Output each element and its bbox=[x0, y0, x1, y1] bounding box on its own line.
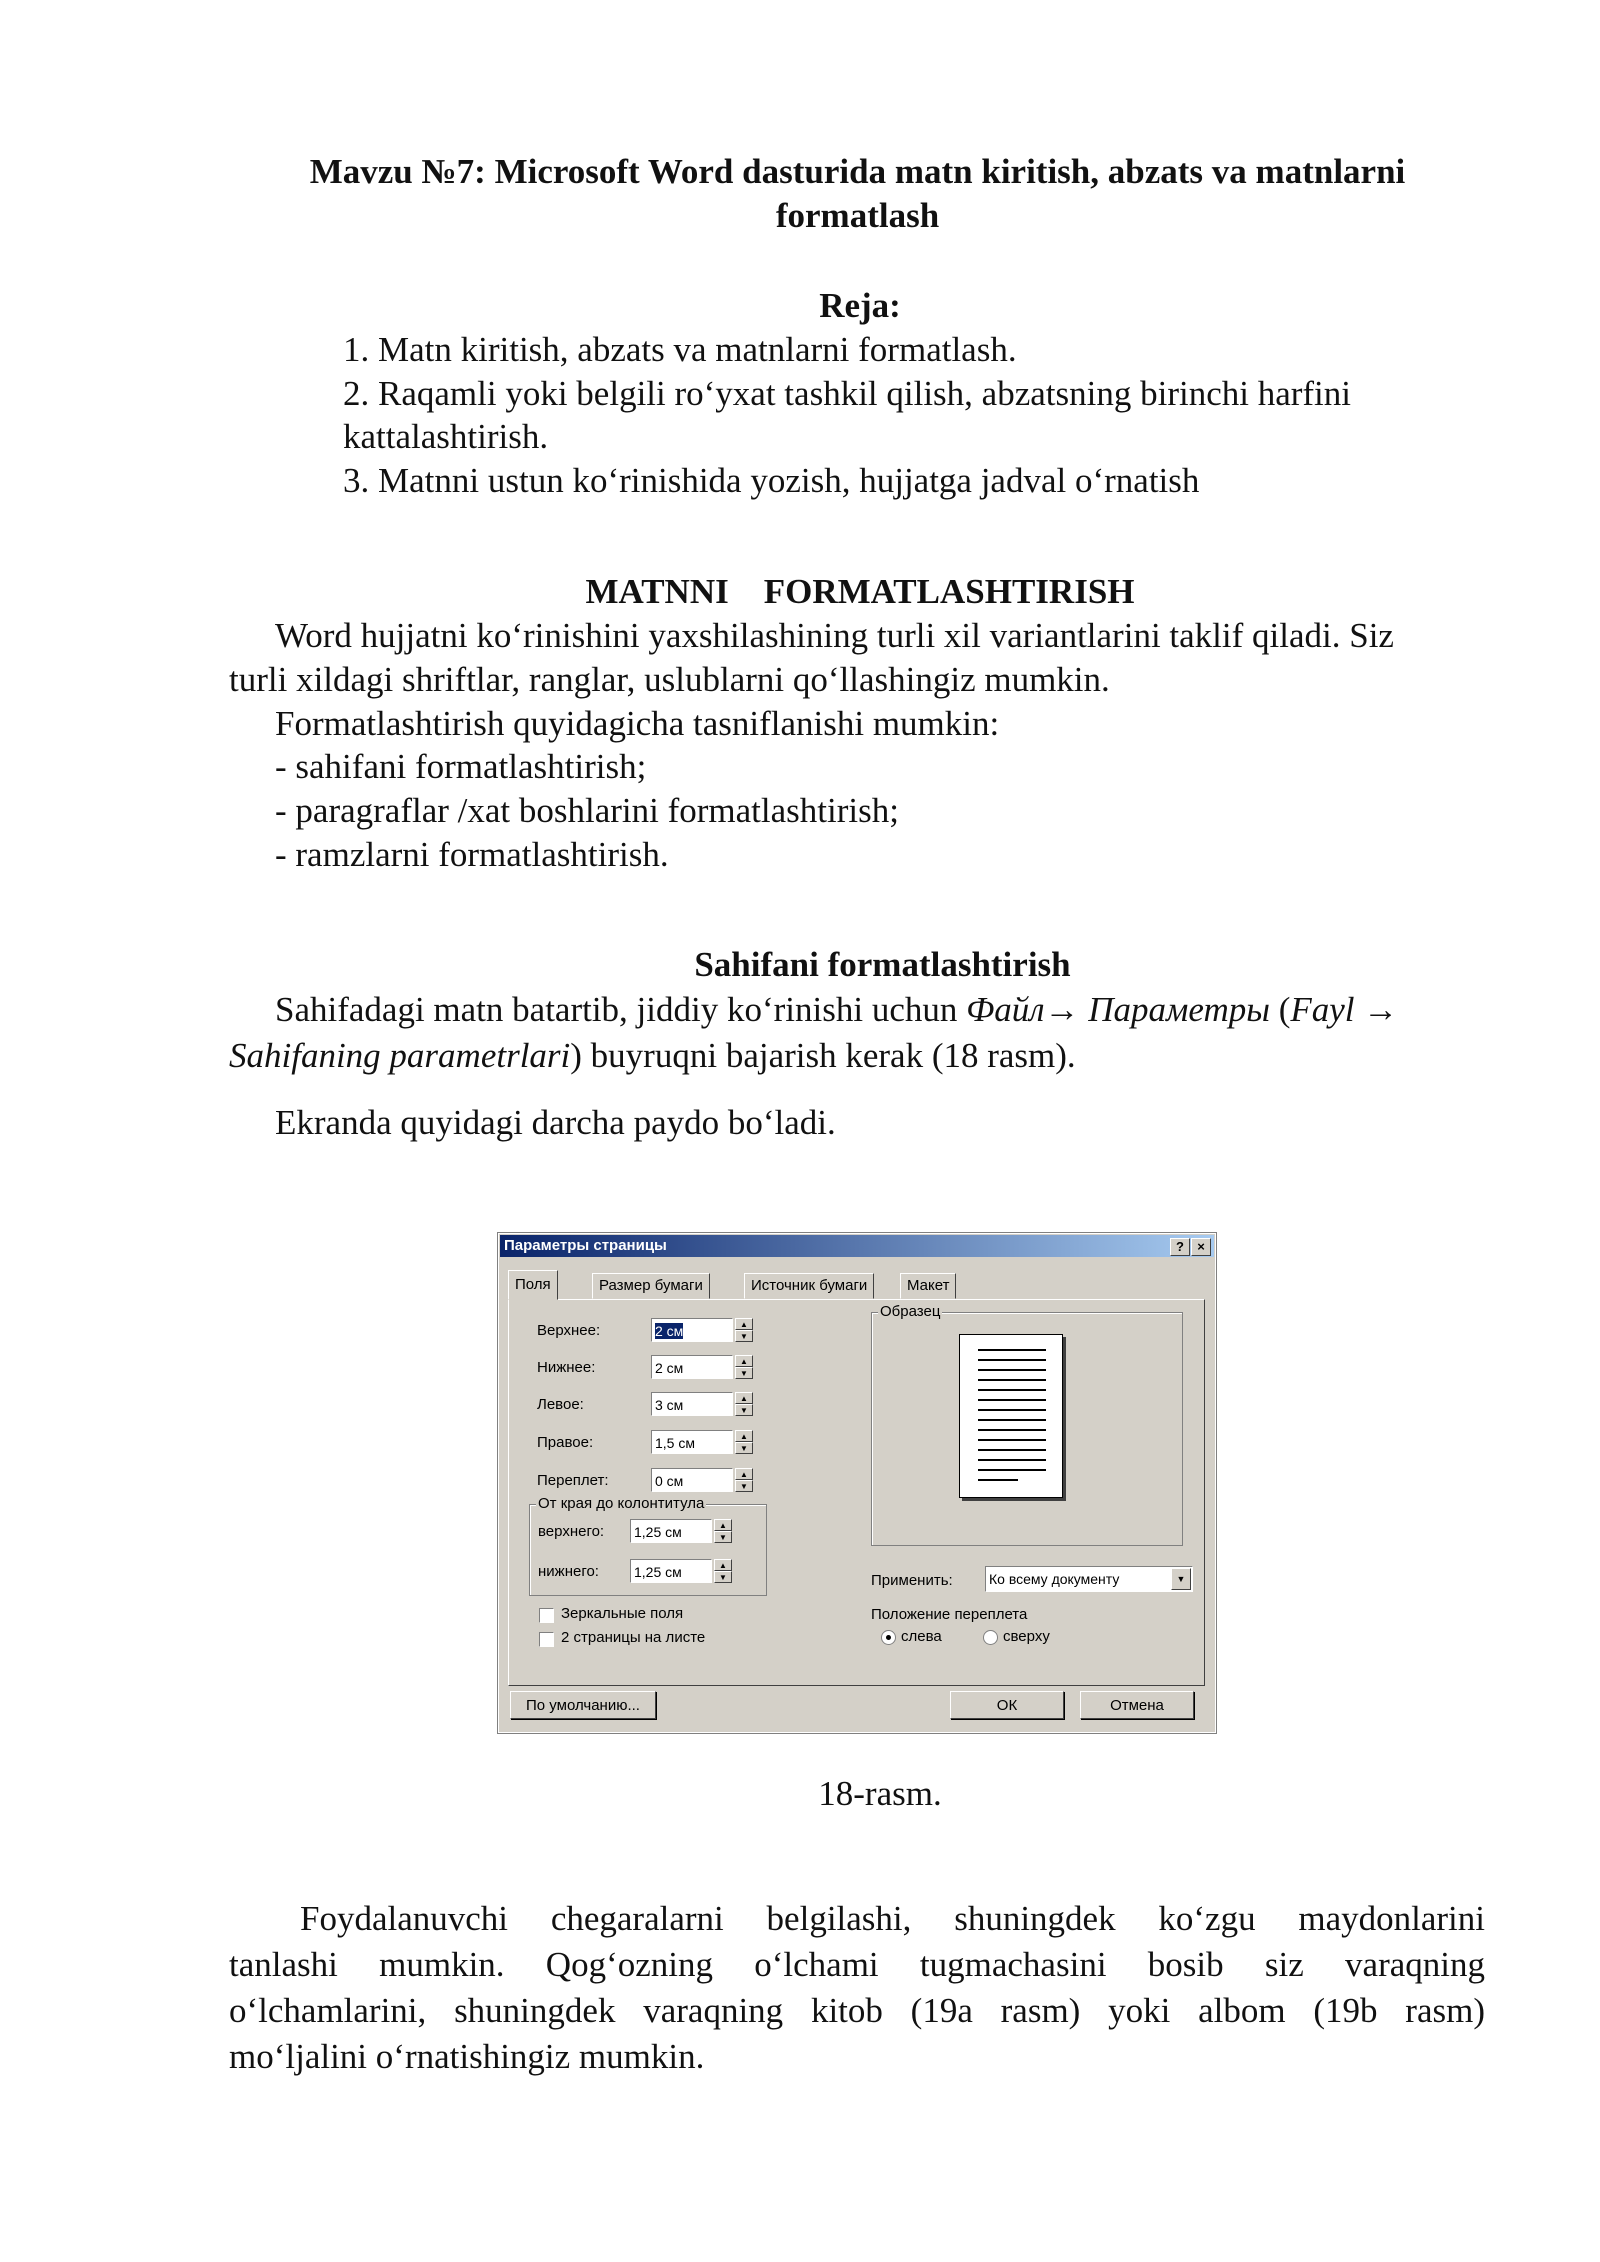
close-icon[interactable]: × bbox=[1191, 1238, 1211, 1256]
header-distance-input[interactable]: 1,25 см bbox=[630, 1519, 712, 1543]
header-footer-group bbox=[529, 1495, 767, 1596]
cancel-button[interactable]: Отмена bbox=[1080, 1691, 1194, 1719]
gutter-stepper[interactable] bbox=[651, 1468, 755, 1494]
paragraph-line: o‘lchamlarini, shuningdek varaqning kitob (19a rasm) yoki albom (19b rasm) bbox=[229, 1991, 1485, 2030]
figure-caption: 18-rasm. bbox=[818, 1774, 942, 1813]
chevron-down-icon[interactable]: ▼ bbox=[1171, 1568, 1191, 1590]
text-run: Sahifadagi matn batartib, jiddiy ko‘rinishi uchun bbox=[275, 990, 967, 1029]
menu-path-uz: Fayl → bbox=[1290, 990, 1399, 1029]
page-setup-dialog bbox=[497, 1232, 1217, 1734]
spin-up-icon[interactable]: ▲ bbox=[714, 1519, 732, 1531]
list-item: - ramzlarni formatlashtirish. bbox=[275, 835, 669, 874]
top-margin-stepper[interactable] bbox=[651, 1318, 755, 1344]
apply-to-value: Ко всему документу bbox=[989, 1571, 1120, 1587]
plan-item: 1. Matn kiritish, abzats va matnlarni formatlash. bbox=[343, 330, 1017, 369]
left-margin-stepper[interactable] bbox=[651, 1392, 755, 1418]
list-item: - paragraflar /xat boshlarini formatlashtirish; bbox=[275, 791, 899, 830]
checkbox-label: 2 страницы на листе bbox=[561, 1629, 706, 1646]
default-button[interactable]: По умолчанию... bbox=[510, 1691, 656, 1719]
field-label: Переплет: bbox=[537, 1472, 609, 1489]
spin-up-icon[interactable]: ▲ bbox=[735, 1430, 753, 1442]
spin-up-icon[interactable]: ▲ bbox=[714, 1559, 732, 1571]
paragraph-line: Foydalanuvchi chegaralarni belgilashi, shuningdek ko‘zgu maydonlarini bbox=[300, 1899, 1485, 1938]
apply-to-select[interactable] bbox=[985, 1566, 1193, 1592]
paragraph-line: tanlashi mumkin. Qog‘ozning o‘lchami tugmachasini bosib siz varaqning bbox=[229, 1945, 1485, 1984]
paragraph-line: turli xildagi shriftlar, ranglar, uslublarni qo‘llashingiz mumkin. bbox=[229, 660, 1110, 699]
apply-label: Применить: bbox=[871, 1572, 953, 1589]
field-label: Левое: bbox=[537, 1396, 584, 1413]
spin-down-icon[interactable]: ▼ bbox=[735, 1442, 753, 1454]
field-label: Нижнее: bbox=[537, 1359, 596, 1376]
header-distance-stepper[interactable] bbox=[630, 1519, 734, 1545]
help-button[interactable]: ? bbox=[1170, 1238, 1190, 1256]
radio-label: слева bbox=[901, 1628, 942, 1645]
gutter-position-label: Положение переплета bbox=[871, 1606, 1028, 1623]
spin-up-icon[interactable]: ▲ bbox=[735, 1318, 753, 1330]
document-title: Mavzu №7: Microsoft Word dasturida matn kiritish, abzats va matnlarni formatlash bbox=[309, 152, 1406, 235]
plan-item: 3. Matnni ustun ko‘rinishida yozish, hujjatga jadval o‘rnatish bbox=[343, 461, 1200, 500]
spin-up-icon[interactable]: ▲ bbox=[735, 1355, 753, 1367]
paragraph-line: mo‘ljalini o‘rnatishingiz mumkin. bbox=[229, 2037, 705, 2076]
field-label: верхнего: bbox=[538, 1523, 605, 1540]
bottom-margin-input[interactable]: 2 см bbox=[651, 1355, 733, 1379]
text-run: ) buyruqni bajarish kerak (18 rasm). bbox=[570, 1036, 1076, 1075]
footer-distance-input[interactable]: 1,25 см bbox=[630, 1559, 712, 1583]
field-label: Верхнее: bbox=[537, 1322, 601, 1339]
plan-item: 2. Raqamli yoki belgili ro‘yxat tashkil qilish, abzatsning birinchi harfini bbox=[343, 374, 1352, 413]
mirror-margins-checkbox[interactable] bbox=[539, 1608, 554, 1623]
paragraph-line: Ekranda quyidagi darcha paydo bo‘ladi. bbox=[275, 1103, 836, 1142]
fields-panel bbox=[508, 1299, 1205, 1686]
ok-button[interactable]: ОК bbox=[950, 1691, 1064, 1719]
group-title: От края до колонтитула bbox=[538, 1495, 705, 1512]
tab-paper-source[interactable]: Источник бумаги bbox=[744, 1273, 874, 1299]
paragraph-line: Formatlashtirish quyidagicha tasniflanishi mumkin: bbox=[275, 704, 1000, 743]
spin-up-icon[interactable]: ▲ bbox=[735, 1392, 753, 1404]
gutter-input[interactable]: 0 см bbox=[651, 1468, 733, 1492]
left-margin-input[interactable]: 3 см bbox=[651, 1392, 733, 1416]
radio-label: сверху bbox=[1003, 1628, 1050, 1645]
tab-layout[interactable]: Макет bbox=[900, 1273, 956, 1299]
spin-down-icon[interactable]: ▼ bbox=[714, 1571, 732, 1583]
gutter-top-radio[interactable] bbox=[983, 1630, 998, 1645]
menu-path-ru: Файл→ Параметры bbox=[966, 990, 1270, 1029]
spin-down-icon[interactable]: ▼ bbox=[735, 1480, 753, 1492]
section-heading: Sahifani formatlashtirish bbox=[694, 945, 1071, 984]
text-run: ( bbox=[1269, 990, 1291, 1029]
spin-down-icon[interactable]: ▼ bbox=[714, 1531, 732, 1543]
tab-paper-size[interactable]: Размер бумаги bbox=[592, 1273, 710, 1299]
right-margin-input[interactable]: 1,5 см bbox=[651, 1430, 733, 1454]
plan-item: kattalashtirish. bbox=[343, 417, 549, 456]
field-label: нижнего: bbox=[538, 1563, 599, 1580]
plan-heading: Reja: bbox=[819, 286, 901, 325]
spin-down-icon[interactable]: ▼ bbox=[735, 1330, 753, 1342]
group-title: Образец bbox=[880, 1303, 941, 1320]
spin-down-icon[interactable]: ▼ bbox=[735, 1367, 753, 1379]
list-item: - sahifani formatlashtirish; bbox=[275, 747, 647, 786]
spin-up-icon[interactable]: ▲ bbox=[735, 1468, 753, 1480]
section-heading: MATNNI FORMATLASHTIRISH bbox=[585, 572, 1135, 611]
two-pages-checkbox[interactable] bbox=[539, 1632, 554, 1647]
tab-fields[interactable]: Поля bbox=[508, 1270, 558, 1300]
sample-page-preview bbox=[959, 1334, 1063, 1498]
dialog-title: Параметры страницы bbox=[504, 1237, 667, 1254]
field-label: Правое: bbox=[537, 1434, 594, 1451]
dialog-titlebar bbox=[500, 1235, 1214, 1257]
bottom-margin-stepper[interactable] bbox=[651, 1355, 755, 1381]
paragraph-line: Word hujjatni ko‘rinishini yaxshilashining turli xil variantlarini taklif qiladi. Siz bbox=[275, 616, 1394, 655]
top-margin-input[interactable]: 2 см bbox=[651, 1318, 733, 1342]
footer-distance-stepper[interactable] bbox=[630, 1559, 734, 1585]
gutter-left-radio[interactable] bbox=[881, 1630, 896, 1645]
spin-down-icon[interactable]: ▼ bbox=[735, 1404, 753, 1416]
checkbox-label: Зеркальные поля bbox=[561, 1605, 684, 1622]
menu-path-uz: Sahifaning parametrlari bbox=[229, 1036, 571, 1075]
paragraph-line bbox=[229, 1034, 1076, 1078]
right-margin-stepper[interactable] bbox=[651, 1430, 755, 1456]
paragraph-line bbox=[275, 988, 1398, 1032]
